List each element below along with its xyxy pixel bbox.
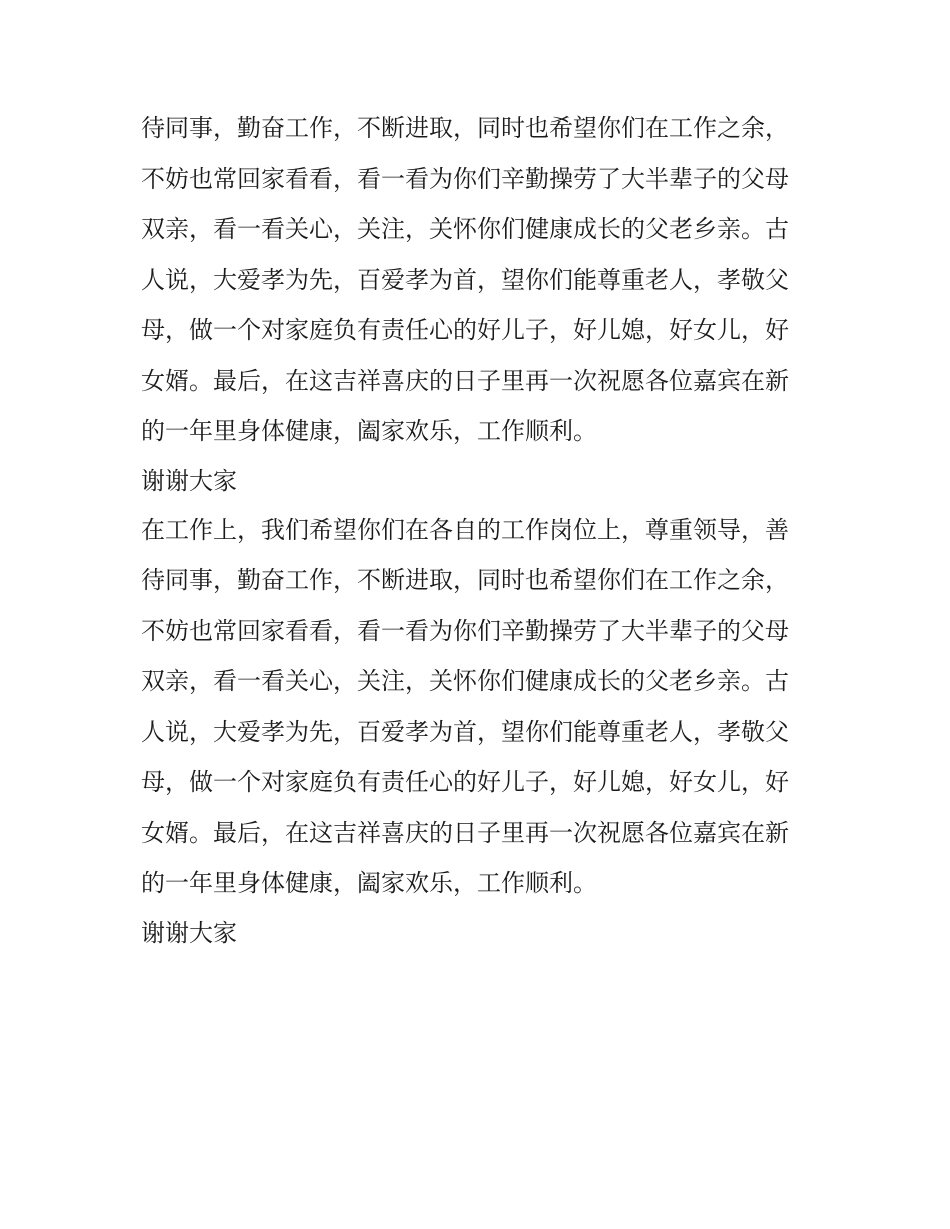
text-line: 待同事，勤奋工作，不断进取，同时也希望你们在工作之余， bbox=[141, 114, 789, 142]
text-line: 在工作上，我们希望你们在各自的工作岗位上，尊重领导，善 bbox=[141, 515, 789, 544]
text-line: 母，做一个对家庭负有责任心的好儿子，好儿媳，好女儿，好 bbox=[141, 768, 789, 796]
text-line: 不妨也常回家看看，看一看为你们辛勤操劳了大半辈子的父母 bbox=[141, 164, 789, 193]
text-line: 双亲，看一看关心，关注，关怀你们健康成长的父老乡亲。古 bbox=[141, 215, 789, 243]
closing-line: 谢谢大家 bbox=[141, 918, 237, 947]
text-line: 待同事，勤奋工作，不断进取，同时也希望你们在工作之余， bbox=[141, 566, 789, 594]
text-line: 的一年里身体健康，阖家欢乐，工作顺利。 bbox=[141, 417, 597, 445]
text-line: 双亲，看一看关心，关注，关怀你们健康成长的父老乡亲。古 bbox=[141, 667, 789, 695]
text-line: 不妨也常回家看看，看一看为你们辛勤操劳了大半辈子的父母 bbox=[141, 616, 789, 645]
text-line: 的一年里身体健康，阖家欢乐，工作顺利。 bbox=[141, 869, 597, 897]
document-body bbox=[141, 103, 821, 957]
text-line: 人说，大爱孝为先，百爱孝为首，望你们能尊重老人，孝敬父 bbox=[141, 265, 789, 294]
text-line: 女婿。最后，在这吉祥喜庆的日子里再一次祝愿各位嘉宾在新 bbox=[141, 366, 789, 395]
text-line: 母，做一个对家庭负有责任心的好儿子，好儿媳，好女儿，好 bbox=[141, 316, 789, 344]
text-line: 人说，大爱孝为先，百爱孝为首，望你们能尊重老人，孝敬父 bbox=[141, 717, 789, 746]
closing-line: 谢谢大家 bbox=[141, 466, 237, 495]
text-line: 女婿。最后，在这吉祥喜庆的日子里再一次祝愿各位嘉宾在新 bbox=[141, 818, 789, 847]
